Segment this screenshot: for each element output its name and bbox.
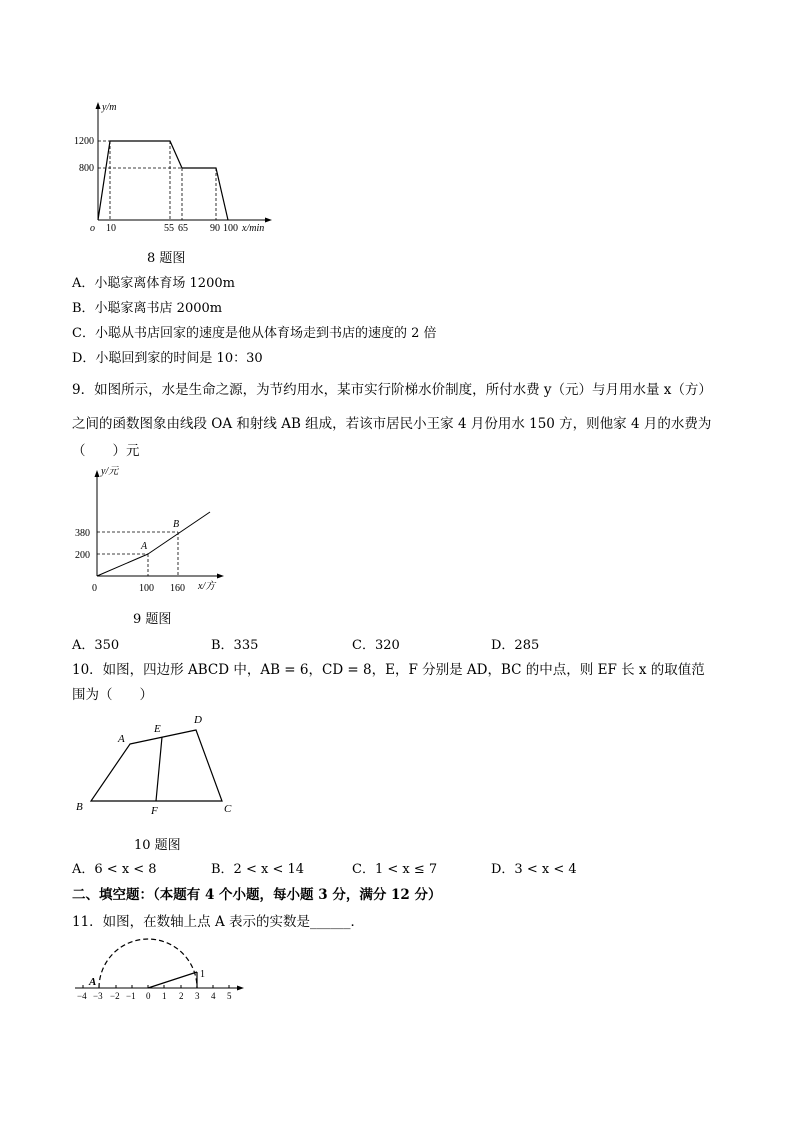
q10-option-a: A．6 < x < 8 xyxy=(72,862,157,877)
fig11-tick: 3 xyxy=(195,991,200,1001)
q10-option-b: B．2 < x < 14 xyxy=(211,862,305,877)
q10-option-d: D．3 < x < 4 xyxy=(491,862,577,877)
fig9-point-b: B xyxy=(173,519,180,530)
fig8-caption: 8 题图 xyxy=(147,251,186,266)
fig9-ytick: 380 xyxy=(75,528,90,539)
fig9-ytick: 200 xyxy=(75,550,90,561)
q8-option-a: A．小聪家离体育场 1200m xyxy=(72,276,235,291)
q9-line3: （ ）元 xyxy=(72,443,140,459)
q9-option-b: B．335 xyxy=(211,638,259,653)
fig10-label-a: A xyxy=(118,733,125,745)
q8-option-d: D．小聪回到家的时间是 10：30 xyxy=(72,351,263,366)
section2-heading: 二、填空题：（本题有 4 个小题，每小题 3 分，满分 12 分） xyxy=(72,887,442,903)
fig9-point-a: A xyxy=(141,541,148,552)
fig11-tick: 5 xyxy=(227,991,232,1001)
fig8-ytick: 800 xyxy=(79,163,94,174)
q10-line1: 10．如图，四边形 ABCD 中，AB = 6，CD = 8，E，F 分别是 AD，BC 的中点，则 EF 长 x 的取值范 xyxy=(72,662,705,678)
fig11-tick: 0 xyxy=(146,991,151,1001)
fig8-y-label: y/m xyxy=(102,102,117,113)
q8-option-c: C．小聪从书店回家的速度是他从体育场走到书店的速度的 2 倍 xyxy=(72,326,437,341)
fig8-graph xyxy=(70,98,280,238)
fig9-origin: 0 xyxy=(92,583,97,594)
fig10-label-d: D xyxy=(194,714,202,726)
fig9-x-label: x/方 xyxy=(198,581,216,592)
fig11-tick: 2 xyxy=(179,991,184,1001)
q9-line2: 之间的函数图象由线段 OA 和射线 AB 组成，若该市居民小王家 4 月份用水 150 方，则他家 4 月的水费为 xyxy=(72,416,712,432)
q11-text: 11．如图，在数轴上点 A 表示的实数是______． xyxy=(72,914,365,930)
fig11-tick: −3 xyxy=(93,991,103,1001)
fig9-xtick: 160 xyxy=(170,583,185,594)
fig9-caption: 9 题图 xyxy=(133,612,172,627)
fig10-label-f: F xyxy=(151,805,158,817)
q10-option-c: C．1 < x ≤ 7 xyxy=(352,862,438,877)
q9-option-c: C．320 xyxy=(352,638,400,653)
fig11-tick: −1 xyxy=(126,991,136,1001)
fig10-label-c: C xyxy=(224,803,232,815)
fig8-xtick: 65 xyxy=(178,223,188,234)
fig8-ytick: 1200 xyxy=(74,136,94,147)
fig9-xtick: 100 xyxy=(139,583,154,594)
fig11-label-one: 1 xyxy=(200,969,205,980)
fig8-xtick: 90 xyxy=(210,223,220,234)
fig8-xtick: 100 xyxy=(223,223,238,234)
fig9-graph xyxy=(72,462,232,602)
fig10-label-b: B xyxy=(76,801,83,813)
fig10-caption: 10 题图 xyxy=(134,838,181,853)
fig11-tick: −2 xyxy=(110,991,120,1001)
fig8-origin: o xyxy=(90,223,95,234)
fig10-quadrilateral xyxy=(72,708,242,818)
q9-option-d: D．285 xyxy=(491,638,540,653)
fig11-number-line xyxy=(72,932,252,1004)
q10-line2: 围为（ ） xyxy=(72,687,153,703)
fig9-y-label: y/元 xyxy=(101,466,119,477)
fig11-tick: 4 xyxy=(211,991,216,1001)
fig8-xtick: 10 xyxy=(106,223,116,234)
fig11-point-a: A xyxy=(89,976,97,988)
q9-line1: 9．如图所示，水是生命之源，为节约用水，某市实行阶梯水价制度，所付水费 y（元）与月用水量 x（方） xyxy=(72,382,712,398)
fig11-tick: 1 xyxy=(162,991,167,1001)
fig8-xtick: 55 xyxy=(164,223,174,234)
q8-option-b: B．小聪家离书店 2000m xyxy=(72,301,223,316)
fig8-x-label: x/min xyxy=(242,223,265,234)
q9-option-a: A．350 xyxy=(72,638,120,653)
fig10-label-e: E xyxy=(154,723,161,735)
fig11-tick: −4 xyxy=(77,991,87,1001)
